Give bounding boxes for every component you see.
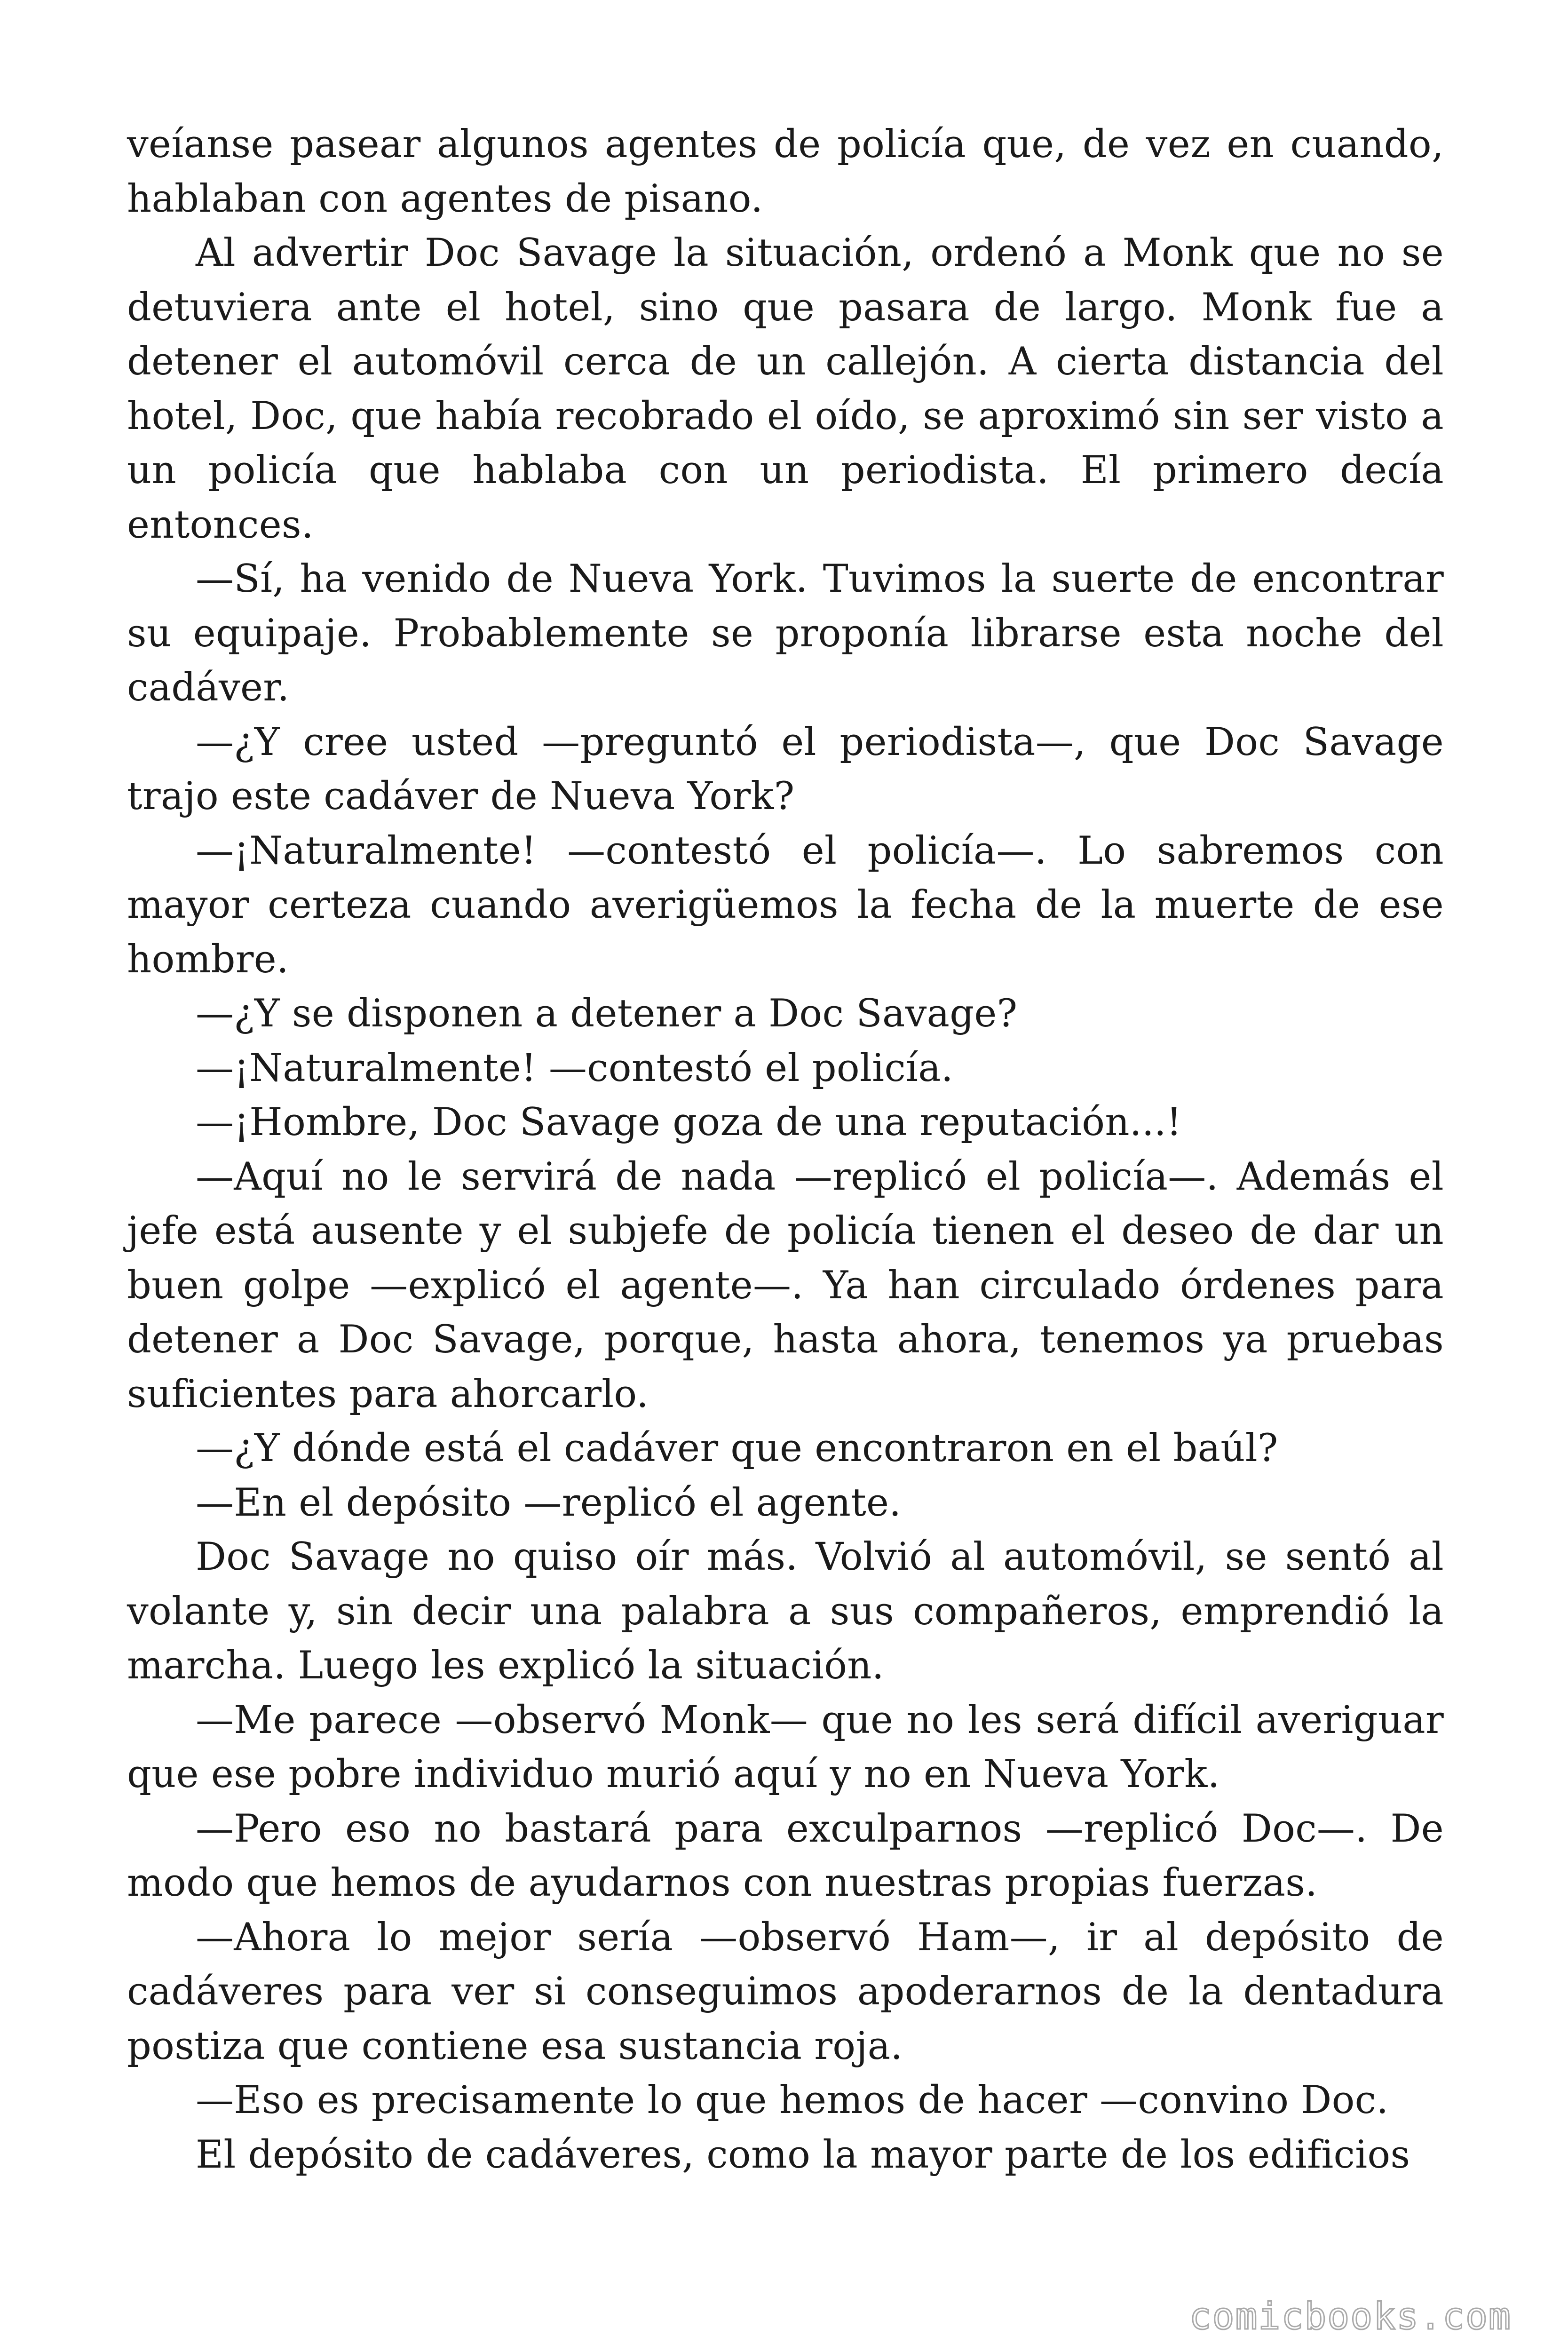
page-text (127, 118, 1444, 2182)
paragraph: —Me parece —observó Monk— que no les será difícil averiguar que ese pobre individuo murió aquí y no en Nueva York. (127, 1698, 1444, 1796)
paragraph: El depósito de cadáveres, como la mayor parte de los edificios (196, 2132, 1410, 2177)
watermark: comicbooks.com (1189, 2296, 1512, 2338)
paragraph: —¿Y cree usted —preguntó el periodista—, que Doc Savage trajo este cadáver de Nueva York? (127, 720, 1444, 818)
paragraph: —¡Naturalmente! —contestó el policía. (196, 1046, 953, 1090)
paragraph: —¿Y dónde está el cadáver que encontraron en el baúl? (196, 1426, 1278, 1470)
paragraph: —¡Naturalmente! —contestó el policía—. Lo sabremos con mayor certeza cuando averigüemos la fecha de la muerte de ese hombre. (127, 828, 1444, 982)
paragraph: —Sí, ha venido de Nueva York. Tuvimos la suerte de encontrar su equipaje. Probablemente se proponía librarse esta noche del cadáver. (127, 557, 1444, 710)
paragraph: Doc Savage no quiso oír más. Volvió al automóvil, se sentó al volante y, sin decir una palabra a sus compañeros, emprendió la marcha. Luego les explicó la situación. (127, 1535, 1444, 1688)
paragraph: —¡Hombre, Doc Savage goza de una reputación...! (196, 1100, 1182, 1144)
paragraph: —¿Y se disponen a detener a Doc Savage? (196, 992, 1018, 1036)
paragraph: Al advertir Doc Savage la situación, ordenó a Monk que no se detuviera ante el hotel, sino que pasara de largo. Monk fue a detener el automóvil cerca de un callejón. A cierta distancia del hotel, Doc, que había recobrado el oído, se aproximó sin ser visto a un policía que hablaba con un periodista. El primero decía entonces. (127, 231, 1444, 547)
paragraph: —Ahora lo mejor sería —observó Ham—, ir al depósito de cadáveres para ver si conseguimos apoderarnos de la dentadura postiza que contiene esa sustancia roja. (127, 1915, 1444, 2068)
paragraph: —Eso es precisamente lo que hemos de hacer —convino Doc. (196, 2078, 1389, 2122)
paragraph: —Aquí no le servirá de nada —replicó el policía—. Además el jefe está ausente y el subjefe de policía tienen el deseo de dar un buen golpe —explicó el agente—. Ya han circulado órdenes para detener a Doc Savage, porque, hasta ahora, tenemos ya pruebas suficientes para ahorcarlo. (127, 1154, 1444, 1416)
paragraph: —En el depósito —replicó el agente. (196, 1480, 902, 1525)
paragraph-continuation: veíanse pasear algunos agentes de policía que, de vez en cuando, hablaban con agentes de pisano. (127, 122, 1444, 221)
paragraph: —Pero eso no bastará para exculparnos —replicó Doc—. De modo que hemos de ayudarnos con nuestras propias fuerzas. (127, 1806, 1444, 1905)
